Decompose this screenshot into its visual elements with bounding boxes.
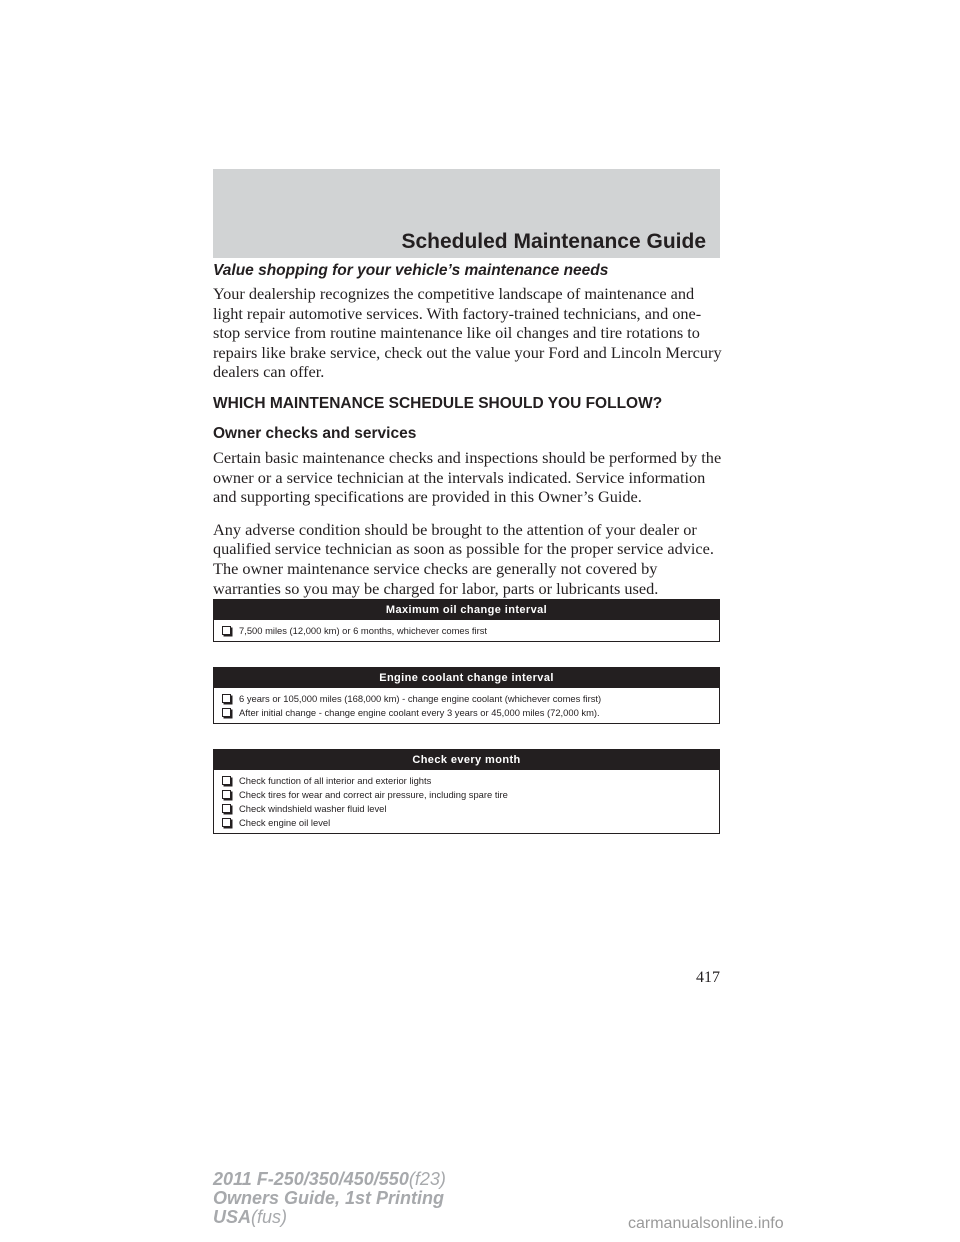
- watermark: carmanualsonline.info: [628, 1215, 784, 1232]
- main-content: [213, 262, 723, 611]
- footer-line-region: [213, 1208, 446, 1227]
- paragraph-adverse-condition: Any adverse condition should be brought to the attention of your dealer or qualified service technician as soon as possible for the proper service advice. The owner maintenance service checks are generally not covered by warranties so you may be charged for labor, parts or lubricants used.: [213, 519, 714, 598]
- list-item: [222, 623, 713, 637]
- checkbox-icon: [222, 694, 231, 703]
- oil-change-list: [214, 620, 719, 641]
- section-heading-schedule: WHICH MAINTENANCE SCHEDULE SHOULD YOU FOLLOW?: [213, 394, 663, 412]
- coolant-change-list: [214, 688, 719, 723]
- checkbox-icon: [222, 626, 231, 635]
- checkbox-icon: [222, 804, 231, 813]
- page-number: 417: [696, 969, 720, 986]
- footer-region: USA: [213, 1207, 252, 1227]
- list-item: [222, 815, 713, 829]
- footer-model-code: (f23): [408, 1169, 446, 1189]
- checkbox-icon: [222, 776, 231, 785]
- header-band: [213, 169, 720, 258]
- list-item-text: Check function of all interior and exterior lights: [239, 774, 432, 786]
- monthly-check-list: [214, 770, 719, 833]
- list-item: [222, 787, 713, 801]
- footer-line-printing: Owners Guide, 1st Printing: [213, 1188, 445, 1208]
- heading-owner-checks: Owner checks and services: [213, 424, 417, 442]
- page-title: Scheduled Maintenance Guide: [401, 230, 706, 253]
- monthly-check-box-title: Check every month: [214, 750, 719, 770]
- list-item: [222, 691, 713, 705]
- footer-model: 2011 F-250/350/450/550: [213, 1169, 409, 1189]
- checkbox-icon: [222, 790, 231, 799]
- oil-change-box-title: Maximum oil change interval: [214, 600, 719, 620]
- list-item: [222, 773, 713, 787]
- list-item: [222, 705, 713, 719]
- footer-region-code: (fus): [251, 1207, 288, 1227]
- list-item-text: 7,500 miles (12,000 km) or 6 months, whichever comes first: [239, 624, 488, 636]
- coolant-change-box: [213, 667, 720, 724]
- list-item: [222, 801, 713, 815]
- paragraph-dealership: Your dealership recognizes the competitive landscape of maintenance and light repair automotive services. With factory-trained technicians, and one-stop service from routine maintenance like oil changes and tire rotations to repairs like brake service, check out the value your Ford and Lincoln Mercury dealers can offer.: [213, 284, 722, 382]
- oil-change-box: [213, 599, 720, 642]
- checkbox-icon: [222, 708, 231, 717]
- list-item-text: After initial change - change engine coolant every 3 years or 45,000 miles (72,000 km).: [239, 706, 600, 718]
- coolant-change-box-title: Engine coolant change interval: [214, 668, 719, 688]
- monthly-check-box: [213, 749, 720, 834]
- footer-line-model: [213, 1170, 446, 1189]
- subheading-value-shopping: Value shopping for your vehicle’s maintenance needs: [213, 262, 609, 279]
- list-item-text: Check windshield washer fluid level: [239, 802, 387, 814]
- list-item-text: Check tires for wear and correct air pressure, including spare tire: [239, 788, 508, 800]
- list-item-text: Check engine oil level: [239, 816, 331, 828]
- paragraph-basic-checks: Certain basic maintenance checks and inspections should be performed by the owner or a service technician at the intervals indicated. Service information and supporting specifications are provided in this Owner’s Guide.: [213, 447, 722, 507]
- checkbox-icon: [222, 818, 231, 827]
- list-item-text: 6 years or 105,000 miles (168,000 km) - change engine coolant (whichever comes first): [239, 692, 602, 704]
- footer-imprint: [213, 1170, 446, 1227]
